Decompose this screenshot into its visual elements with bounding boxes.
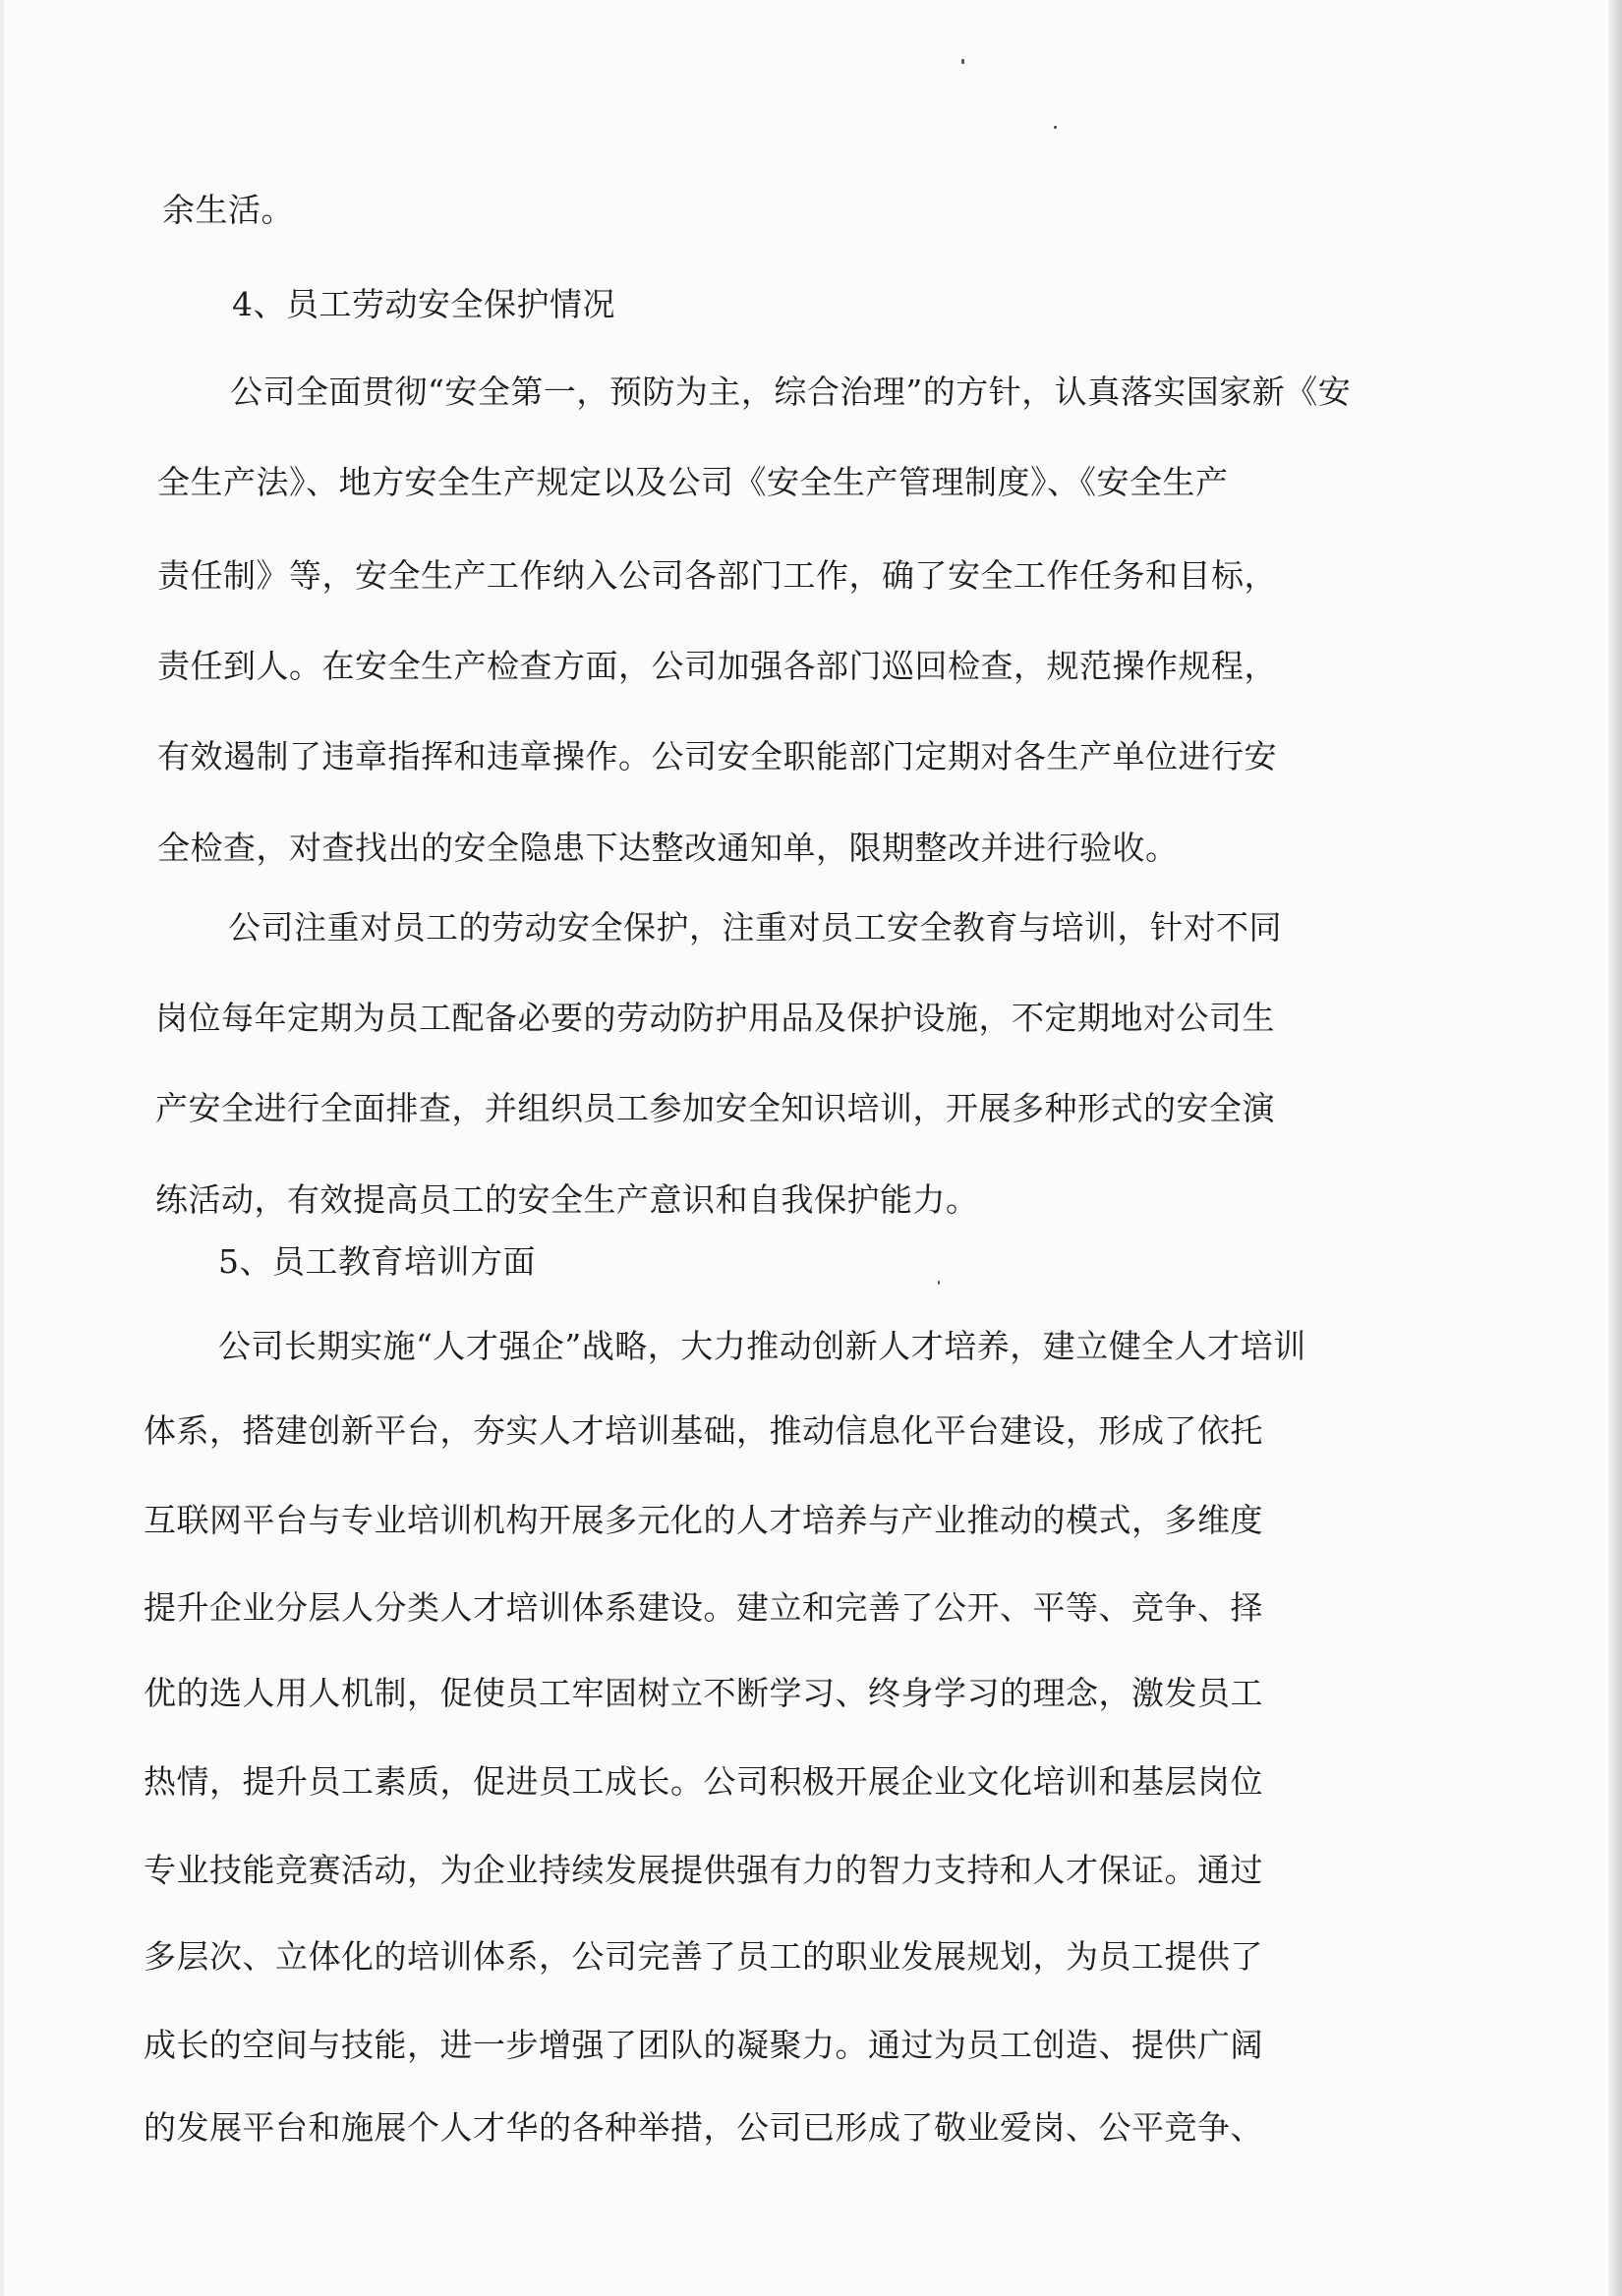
text-line: 公司长期实施“人才强企”战略，大力推动创新人才培养，建立健全人才培训 bbox=[218, 1327, 1306, 1365]
scan-speck bbox=[1054, 126, 1057, 129]
text-line: 提升企业分层人分类人才培训体系建设。建立和完善了公开、平等、竞争、择 bbox=[144, 1588, 1263, 1627]
text-line: 岗位每年定期为员工配备必要的劳动防护用品及保护设施，不定期地对公司生 bbox=[155, 999, 1275, 1037]
scan-speck bbox=[961, 59, 964, 64]
text-line: 热情，提升员工素质，促进员工成长。公司积极开展企业文化培训和基层岗位 bbox=[144, 1762, 1263, 1801]
text-line: 公司全面贯彻“安全第一，预防为主，综合治理”的方针，认真落实国家新《安 bbox=[230, 373, 1352, 411]
text-line: 优的选人用人机制，促使员工牢固树立不断学习、终身学习的理念，激发员工 bbox=[144, 1674, 1263, 1712]
text-line: 有效遏制了违章指挥和违章操作。公司安全职能部门定期对各生产单位进行安 bbox=[157, 737, 1277, 775]
text-line: 责任制》等，安全生产工作纳入公司各部门工作，确了安全工作任务和目标， bbox=[157, 556, 1277, 595]
text-line: 公司注重对员工的劳动安全保护，注重对员工安全教育与培训，针对不同 bbox=[228, 908, 1282, 947]
text-line: 成长的空间与技能，进一步增强了团队的凝聚力。通过为员工创造、提供广阔 bbox=[144, 2026, 1263, 2064]
text-line: 练活动，有效提高员工的安全生产意识和自我保护能力。 bbox=[155, 1180, 979, 1219]
text-line: 专业技能竞赛活动，为企业持续发展提供强有力的智力支持和人才保证。通过 bbox=[144, 1851, 1263, 1889]
scan-speck bbox=[938, 1281, 940, 1285]
text-line: 的发展平台和施展个人才华的各种举措，公司已形成了敬业爱岗、公平竞争、 bbox=[144, 2108, 1263, 2147]
text-line: 责任到人。在安全生产检查方面，公司加强各部门巡回检查，规范操作规程， bbox=[157, 647, 1277, 685]
section-heading: 5、员工教育培训方面 bbox=[218, 1242, 536, 1281]
text-line: 体系，搭建创新平台，夯实人才培训基础，推动信息化平台建设，形成了依托 bbox=[144, 1411, 1263, 1450]
text-line: 全检查，对查找出的安全隐患下达整改通知单，限期整改并进行验收。 bbox=[157, 829, 1179, 867]
section-heading: 4、员工劳动安全保护情况 bbox=[232, 285, 615, 323]
text-line: 互联网平台与专业培训机构开展多元化的人才培养与产业推动的模式，多维度 bbox=[144, 1501, 1263, 1539]
text-line: 余生活。 bbox=[162, 191, 294, 229]
text-line: 产安全进行全面排查，并组织员工参加安全知识培训，开展多种形式的安全演 bbox=[155, 1089, 1275, 1127]
scan-left-edge bbox=[0, 0, 4, 2296]
scan-right-edge bbox=[1608, 0, 1622, 2296]
text-line: 多层次、立体化的培训体系，公司完善了员工的职业发展规划，为员工提供了 bbox=[144, 1937, 1263, 1976]
text-line: 全生产法》、地方安全生产规定以及公司《安全生产管理制度》、《安全生产 bbox=[157, 463, 1229, 501]
